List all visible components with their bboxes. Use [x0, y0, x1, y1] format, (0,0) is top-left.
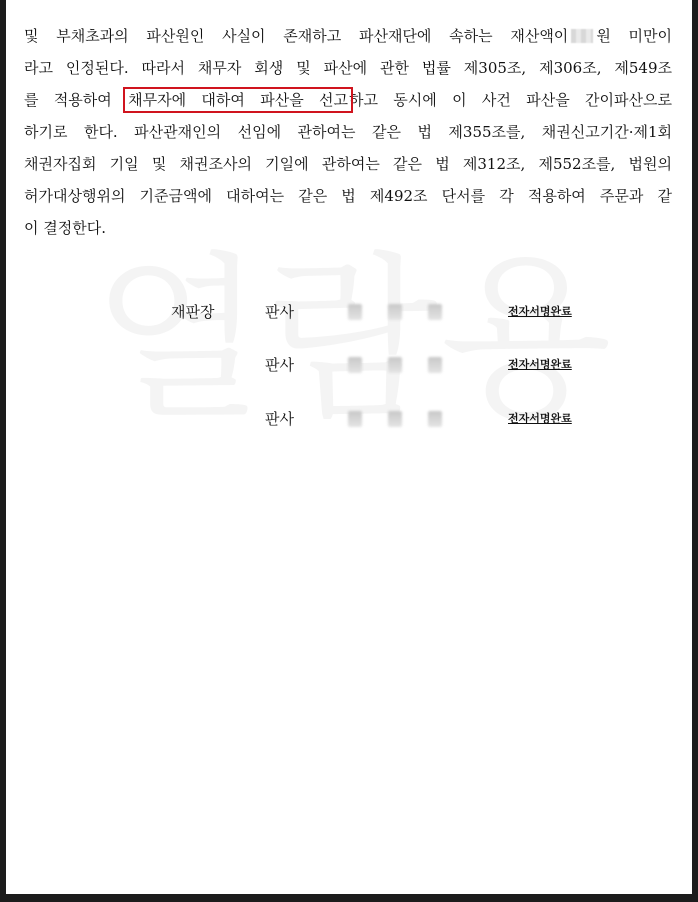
redacted-judge-name [348, 357, 444, 373]
e-signature-status: 전자서명완료 [508, 412, 572, 425]
judge-role: 판사 [265, 356, 294, 374]
text-line: 이 결정한다. [24, 219, 106, 237]
redacted-amount [571, 29, 593, 43]
text-line: 를 적용하여 채무자에 대하여 파산을 선고하고 동시에 이 사건 파산을 간이파산으로 [24, 91, 672, 109]
text-line: 하기로 한다. 파산관재인의 선임에 관하여는 같은 법 제355조를, 채권신고기간·제1회 [24, 123, 672, 141]
redacted-judge-name [348, 304, 444, 320]
e-signature-status: 전자서명완료 [508, 305, 572, 318]
watermark [92, 240, 692, 440]
judge-role: 판사 [265, 410, 294, 428]
text-line: 허가대상행위의 기준금액에 대하여는 같은 법 제492조 단서를 각 적용하여 주문과 같 [24, 187, 672, 205]
e-signature-status: 전자서명완료 [508, 358, 572, 371]
text-line: 채권자집회 기일 및 채권조사의 기일에 관하여는 같은 법 제312조, 제552조를, 법원의 [24, 155, 672, 173]
document-page [6, 0, 692, 894]
redacted-judge-name [348, 411, 444, 427]
decision-text [24, 20, 672, 244]
text-line: 라고 인정된다. 따라서 채무자 회생 및 파산에 관한 법률 제305조, 제306조, 제549조 [24, 59, 672, 77]
text-line: 및 부채초과의 파산원인 사실이 존재하고 파산재단에 속하는 재산액이 원 미만이 [24, 27, 672, 45]
highlighted-phrase: 채무자에 대하여 파산을 선고 [128, 91, 348, 109]
presiding-judge-title: 재판장 [171, 303, 215, 321]
judge-role: 판사 [265, 303, 294, 321]
